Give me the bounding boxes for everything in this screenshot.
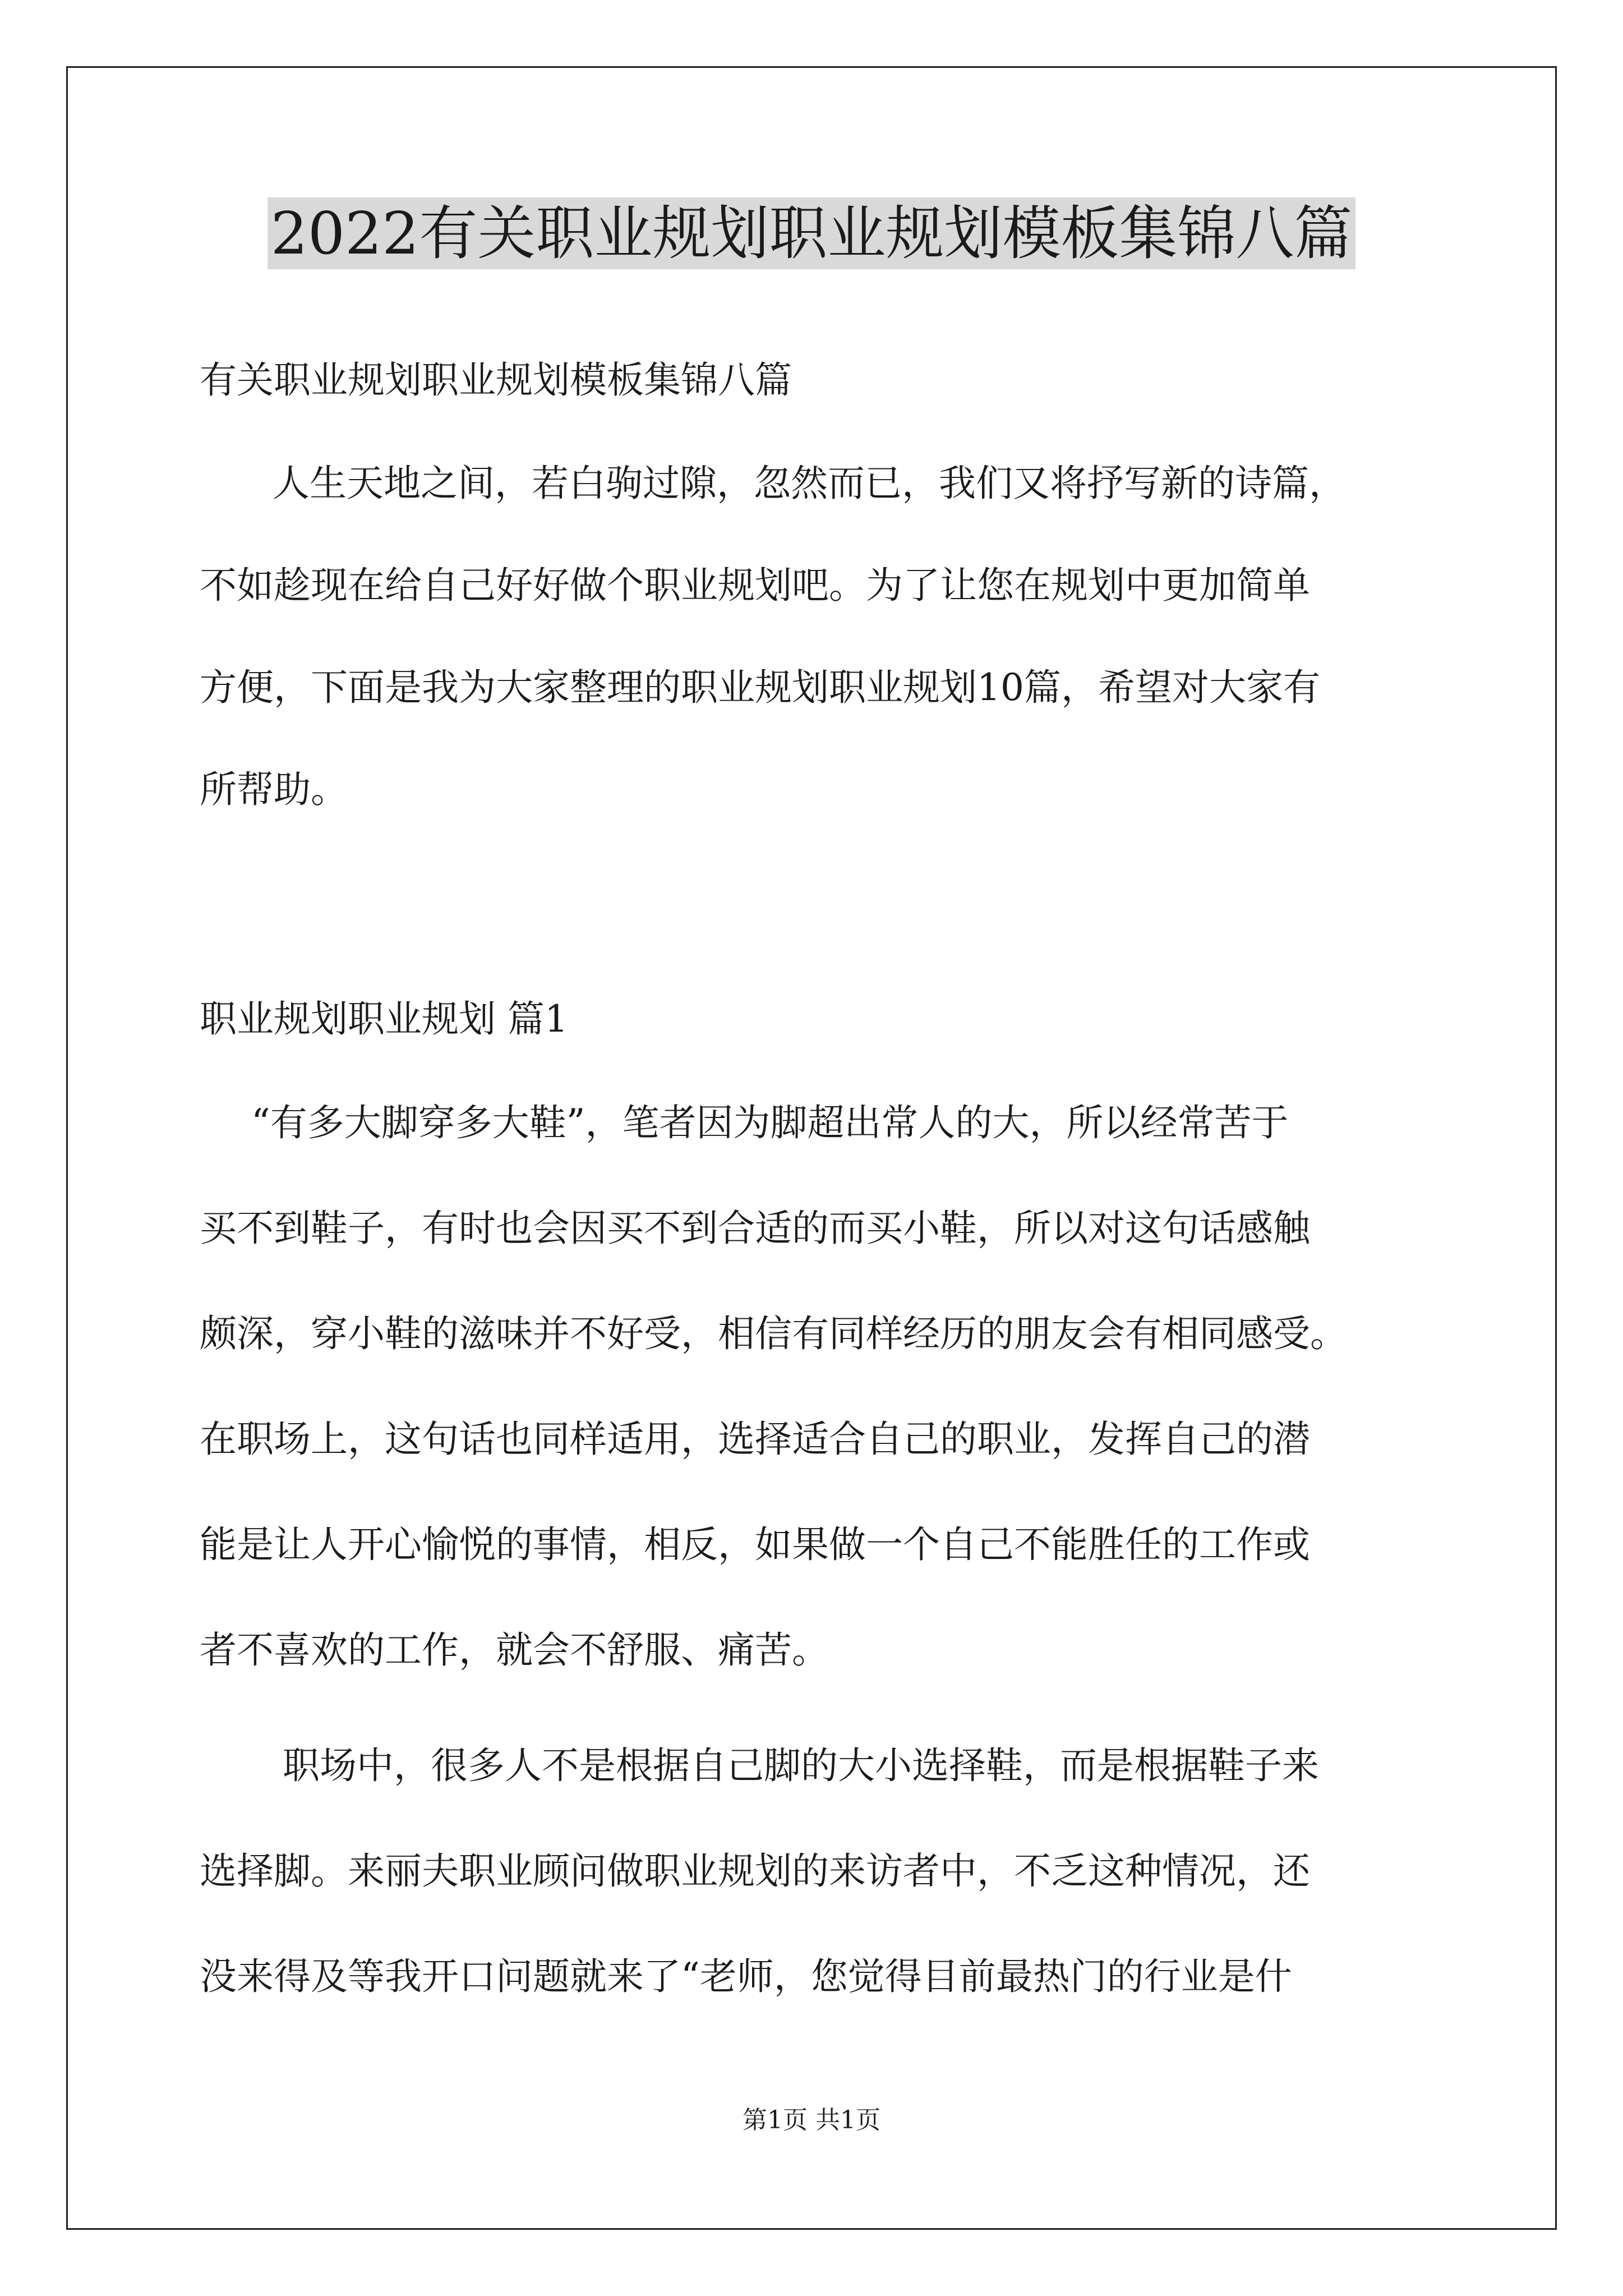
paragraph-line: “有多大脚穿多大鞋”，笔者因为脚超出常人的大，所以经常苦于 [251, 1101, 1289, 1144]
intro-line: 方便，下面是我为大家整理的职业规划职业规划10篇，希望对大家有 [200, 666, 1320, 709]
paragraph-line: 在职场上，这句话也同样适用，选择适合自己的职业，发挥自己的潜 [200, 1418, 1310, 1461]
document-title: 2022有关职业规划职业规划模板集锦八篇 [268, 197, 1356, 269]
paragraph-line: 职场中，很多人不是根据自己脚的大小选择鞋，而是根据鞋子来 [283, 1744, 1319, 1787]
intro-line: 人生天地之间，若白驹过隙，忽然而已，我们又将抒写新的诗篇， [273, 462, 1346, 505]
paragraph-line: 选择脚。来丽夫职业顾问做职业规划的来访者中，不乏这种情况，还 [200, 1849, 1310, 1893]
document-subtitle: 有关职业规划职业规划模板集锦八篇 [200, 358, 792, 402]
title-container [0, 197, 1623, 269]
intro-line: 所帮助。 [200, 768, 348, 811]
paragraph-line: 颇深，穿小鞋的滋味并不好受，相信有同样经历的朋友会有相同感受。 [200, 1312, 1347, 1355]
section-heading: 职业规划职业规划 篇1 [200, 997, 568, 1041]
page-footer: 第1页 共1页 [743, 2106, 880, 2134]
paragraph-line: 能是让人开心愉悦的事情，相反，如果做一个自己不能胜任的工作或 [200, 1523, 1310, 1566]
paragraph-line: 者不喜欢的工作，就会不舒服、痛苦。 [200, 1628, 829, 1672]
paragraph-line: 买不到鞋子，有时也会因买不到合适的而买小鞋，所以对这句话感触 [200, 1207, 1310, 1250]
paragraph-line: 没来得及等我开口问题就来了“老师，您觉得目前最热门的行业是什 [200, 1955, 1292, 1998]
intro-line: 不如趁现在给自己好好做个职业规划吧。为了让您在规划中更加简单 [200, 564, 1310, 607]
